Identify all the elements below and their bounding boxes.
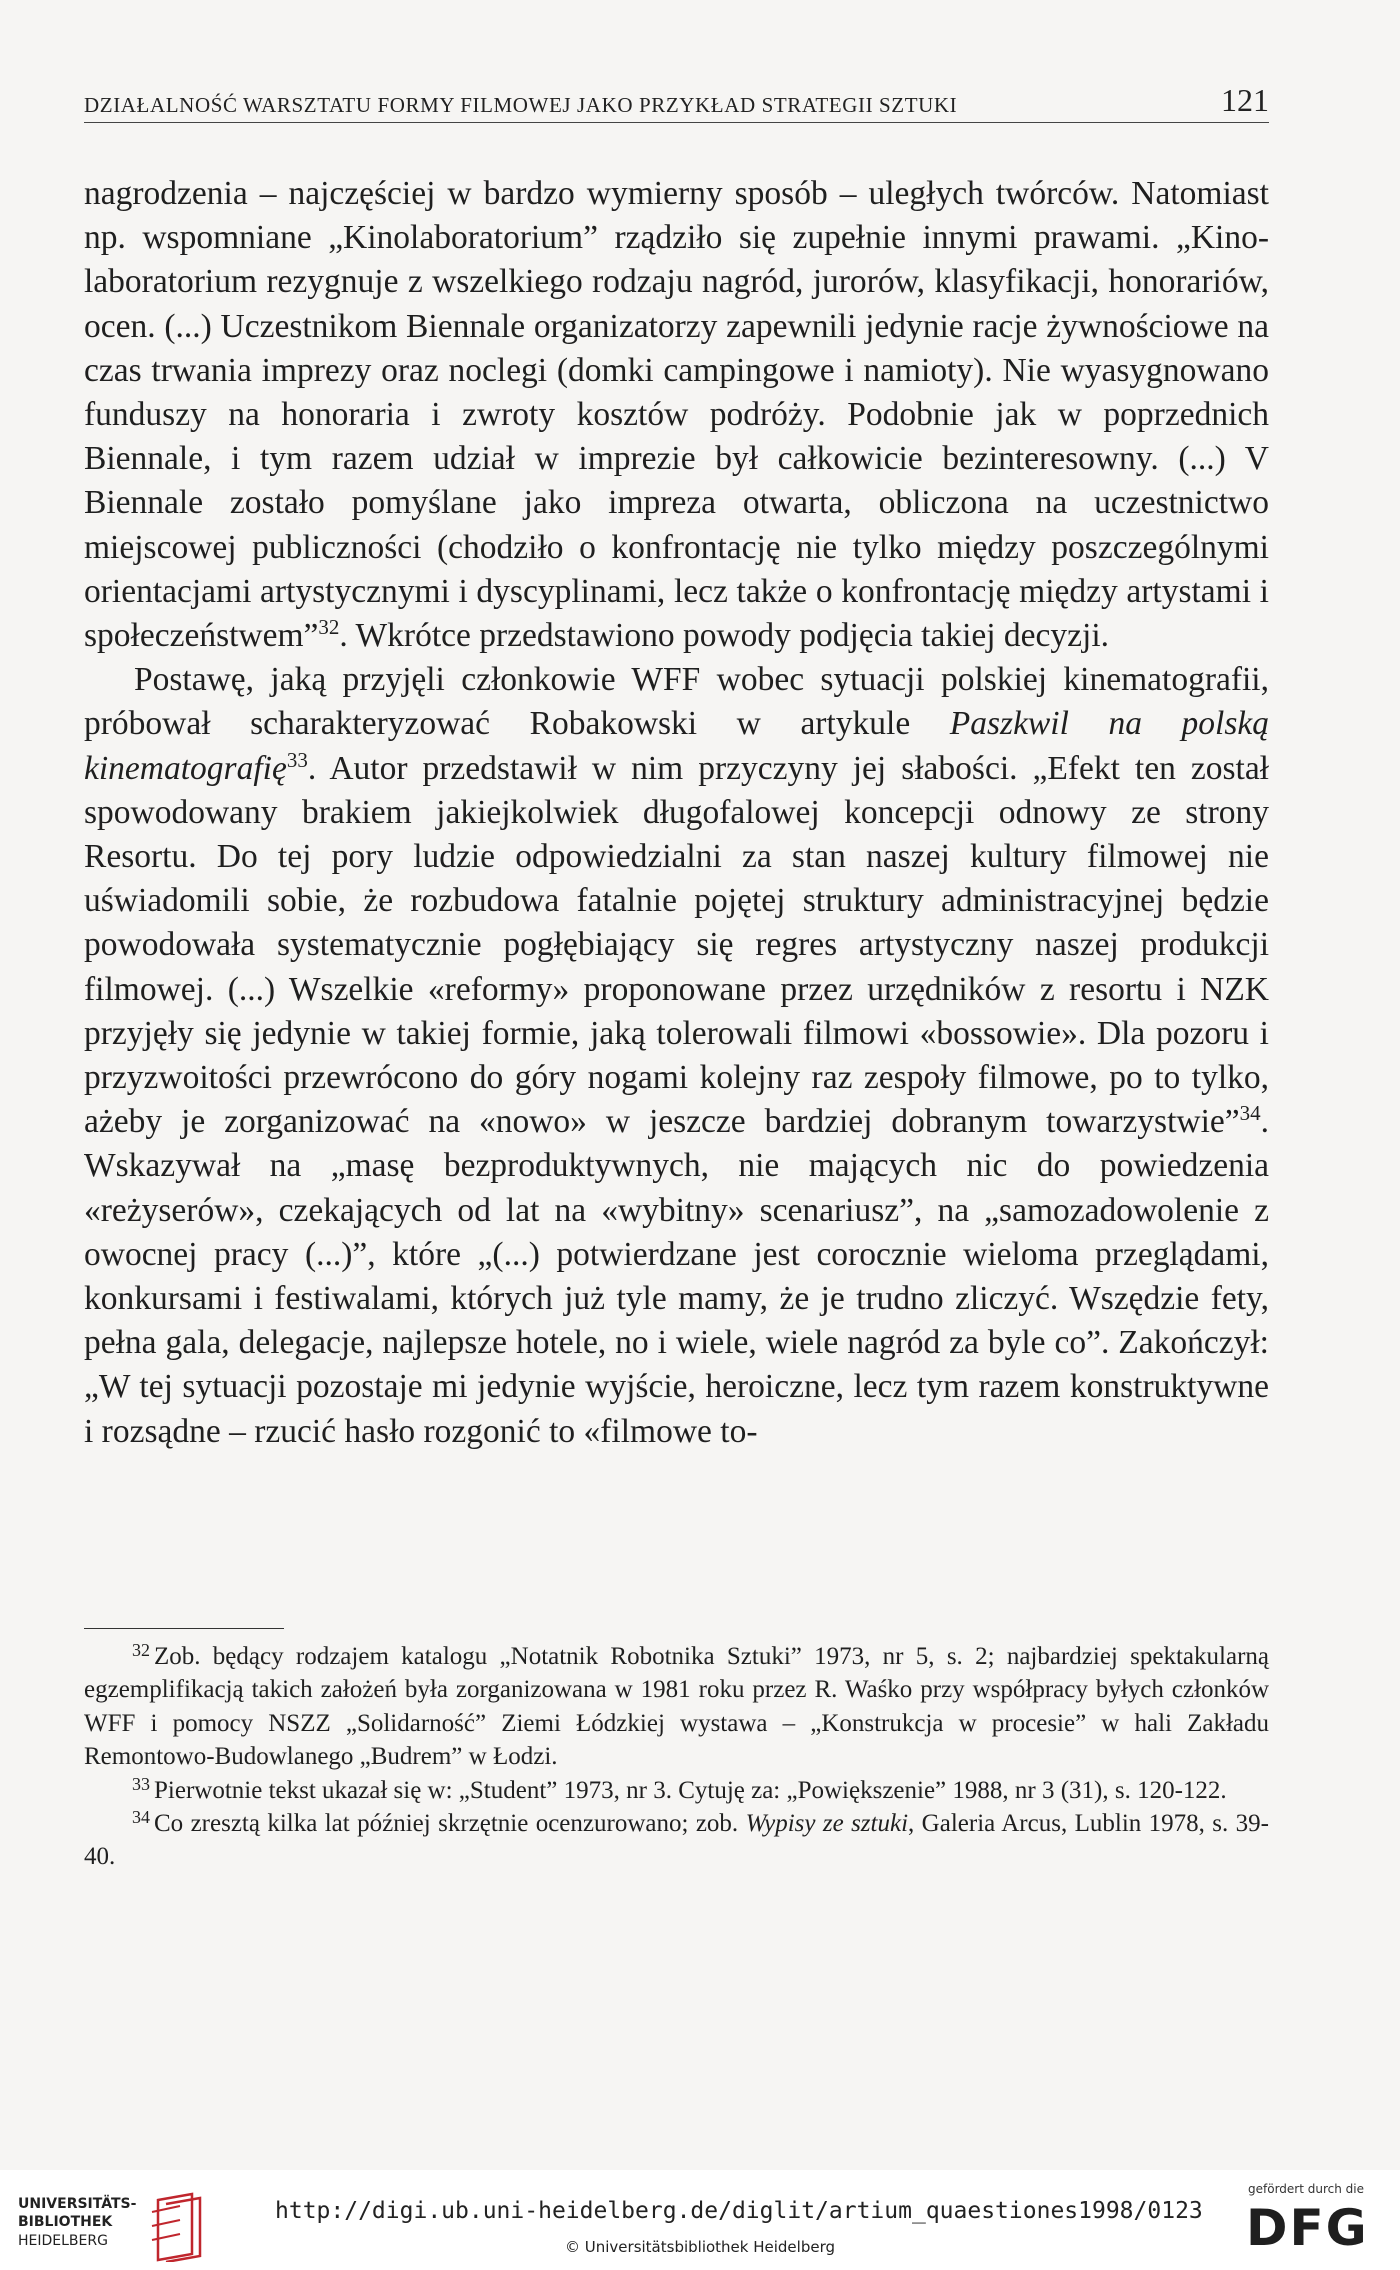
footnote-number: 32 — [132, 1640, 150, 1660]
paragraph-2-text: Postawę, jaką przyjęli członkowie WFF wobec sytuacji polskiej kinematografii, próbował scharakteryzować Robakowski w artykule — [84, 661, 1269, 743]
paragraph-1-text-end: . Wkrótce przedstawiono powody podjęcia takiej decyzji. — [339, 617, 1110, 655]
paragraph-2-text-end: . Wskazywał na „masę bezproduktywnych, nie mających nic do powiedzenia «reżyserów», czekających od lat na «wybitny» scenariusz”, na „samozadowolenie z owocnej pracy (...)”, które „(...) potwierdzane jest corocznie wieloma przeglądami, konkursami i festiwalami, których już tyle mamy, że je trudno zliczyć. Wszędzie fety, pełna gala, delegacje, najlepsze hotele, no i wiele, wiele nagród za byle co”. Zakończył: „W tej sytuacji pozostaje mi jedynie wyjście, heroiczne, lecz tym razem konstruktywne i rozsądne – rzucić hasło rozgonić to «filmowe to- — [84, 1103, 1269, 1450]
footnote-number: 34 — [132, 1807, 150, 1828]
book-title: Wypisy ze sztuki — [745, 1810, 909, 1838]
footnote-text: Pierwotnie tekst ukazał się w: „Student” 1973, nr 3. Cytuję za: „Powiększenie” 1988, nr 3 (31), s. 120-122. — [154, 1776, 1227, 1804]
page-number: 121 — [1221, 82, 1269, 118]
footnote-33 — [84, 1774, 1269, 1807]
footnote-text: Zob. będący rodzajem katalogu „Notatnik Robotnika Sztuki” 1973, nr 5, s. 2; najbardziej spektakularną egzemplifikacją takich założeń była zorganizowana w 1981 roku przez R. Waśko przy współpracy byłych członków WFF i pomocy NSZZ „Solidarność” Ziemi Łódzkiej wystawa – „Konstrukcja w procesie” w hali Zakładu Remontowo-Budowlanego „Budrem” w Łodzi. — [84, 1643, 1269, 1771]
library-logo[interactable] — [18, 2192, 208, 2262]
main-text — [84, 172, 1269, 1454]
running-head — [84, 82, 1269, 123]
footnote-number: 33 — [132, 1773, 150, 1794]
library-name-line1: UNIVERSITÄTS- — [18, 2196, 137, 2212]
paragraph-1-text: nagrodzenia – najczęściej w bardzo wymierny sposób – uległych twórców. Natomiast np. wspomniane „Kinolaboratorium” rządziło się zupełnie innymi prawami. „Kino-laboratorium rezygnuje z wszelkiego rodzaju nagród, jurorów, klasyfikacji, honorariów, ocen. (...) Uczestnikom Biennale organizatorzy zapewnili jedynie racje żywnościowe na czas trwania imprezy oraz noclegi (domki campingowe i namioty). Nie wyasygnowano funduszy na honoraria i zwroty kosztów podróży. Podobnie jak w poprzednich Biennale, i tym razem udział w imprezie był całkowicie bezinteresowny. (...) V Biennale zostało pomyślane jako impreza otwarta, obliczona na uczestnictwo miejscowej publiczności (chodziło o konfrontację nie tylko między poszczególnymi orientacjami artystycznymi i dyscyplinami, lecz także o konfrontację między artystami i społeczeństwem” — [84, 175, 1269, 655]
footnote-text: Co zresztą kilka lat później skrzętnie ocenzurowano; zob. — [154, 1810, 746, 1838]
paragraph-1 — [84, 172, 1269, 658]
copyright-notice: © Universitätsbibliothek Heidelberg — [565, 2238, 836, 2256]
paragraph-2 — [84, 658, 1269, 1454]
dfg-mark: DFG — [1246, 2199, 1369, 2257]
footnote-separator — [84, 1628, 284, 1629]
library-emblem-icon — [150, 2192, 208, 2262]
footnote-ref-32[interactable]: 32 — [318, 614, 340, 639]
paragraph-2-text-mid: . Autor przedstawił w nim przyczyny jej słabości. „Efekt ten został spowodowany brakiem jakiejkolwiek długofalowej koncepcji odnowy ze strony Resortu. Do tej pory ludzie odpowiedzialni za stan naszej kultury filmowej nie uświadomili sobie, że rozbudowa fatalnie pojętej struktury administracyjnej będzie powodowała systematycznie pogłębiający się regres artystyczny naszej produkcji filmowej. (...) Wszelkie «reformy» proponowane przez urzędników z resortu i NZK przyjęły się jedynie w takiej formie, jaką tolerowali filmowi «bossowie». Dla pozoru i przyzwoitości przewrócono do góry nogami kolejny raz zespoły filmowe, po to tylko, ażeby je zorganizować na «nowo» w jeszcze bardziej dobranym towarzystwie” — [84, 749, 1269, 1141]
footnote-ref-34[interactable]: 34 — [1239, 1101, 1261, 1126]
library-name-line2: BIBLIOTHEK — [18, 2214, 113, 2230]
article-title: Paszkwil na polską kinematografię — [84, 705, 1270, 787]
footnote-32 — [84, 1640, 1269, 1774]
library-name-line3: HEIDELBERG — [18, 2233, 108, 2249]
source-url-link[interactable]: http://digi.ub.uni-heidelberg.de/diglit/artium_quaestiones1998/0123 — [275, 2198, 1203, 2224]
footnote-text-end: , Galeria Arcus, Lublin 1978, s. 39-40. — [84, 1810, 1269, 1871]
footnote-ref-33[interactable]: 33 — [286, 747, 308, 772]
footnote-34 — [84, 1807, 1269, 1874]
running-title: DZIAŁALNOŚĆ WARSZTATU FORMY FILMOWEJ JAKO PRZYKŁAD STRATEGII SZTUKI — [84, 93, 958, 117]
footnotes — [84, 1640, 1269, 1874]
digitization-footer — [0, 2170, 1400, 2270]
dfg-caption: gefördert durch die — [1248, 2182, 1364, 2196]
dfg-logo[interactable] — [1240, 2182, 1390, 2262]
